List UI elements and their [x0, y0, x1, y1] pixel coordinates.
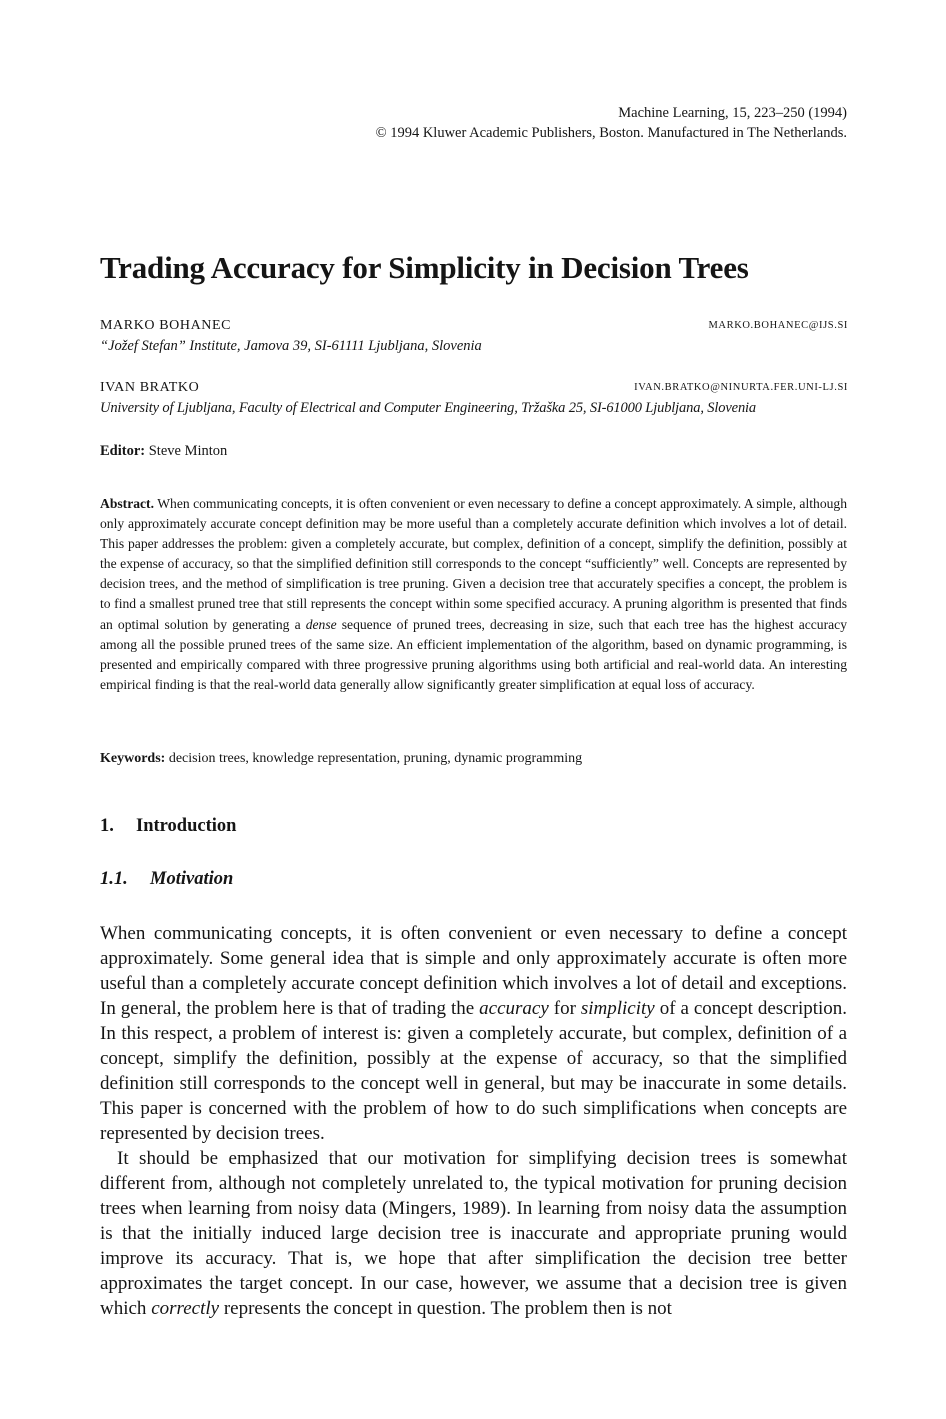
editor-label: Editor: [100, 443, 146, 459]
body-text [100, 921, 847, 1321]
subsection-title: Motivation [150, 869, 234, 889]
paragraph-text: for [553, 998, 576, 1019]
paragraph [100, 921, 847, 1146]
subsection-heading [100, 869, 233, 890]
section-title: Introduction [136, 816, 237, 836]
copyright-line: © 1994 Kluwer Academic Publishers, Boston. Manufactured in The Netherlands. [375, 125, 847, 141]
keywords-text: decision trees, knowledge representation, pruning, dynamic programming [168, 751, 583, 766]
author-affiliation: “Jožef Stefan” Institute, Jamova 39, SI-61111 Ljubljana, Slovenia [100, 338, 482, 354]
keywords-label: Keywords: [100, 751, 166, 766]
abstract-label: Abstract. [100, 496, 154, 511]
paragraph-text: It should be emphasized that our motivation for simplifying decision trees is somewhat different from, although not completely unrelated to, the typical motivation for pruning decision trees when learning from noisy data (Mingers, 1989). In learning from noisy data the assumption is that the initially induced large decision tree is inaccurate and appropriate pruning would improve its accuracy. That is, we hope that after simplification the decision tree better approximates the target concept. In our case, however, we assume that a decision tree is given which [100, 1148, 847, 1319]
author-email: MARKO.BOHANEC@IJS.SI [708, 320, 848, 331]
paper-title: Trading Accuracy for Simplicity in Decision Trees [100, 250, 749, 285]
abstract-text: When communicating concepts, it is often convenient or even necessary to define a concept approximately. A simple, although only approximately accurate concept definition may be more useful than a completely accurate definition which involves a lot of detail. This paper addresses the problem: given a completely accurate, but complex, definition of a concept, simplify the definition, possibly at the expense of accuracy, so that the simplified definition still corresponds to the concept “sufficiently” well. Concepts are represented by decision trees, and the method of simplification is tree pruning. Given a decision tree that accurately specifies a concept, the problem is to find a smallest pruned tree that still represents the concept within some specified accuracy. A pruning algorithm is presented that finds an optimal solution by generating a [100, 496, 848, 632]
abstract [100, 494, 847, 695]
author-email: IVAN.BRATKO@NINURTA.FER.UNI-LJ.SI [634, 382, 848, 393]
paragraph-text: represents the concept in question. The problem then is not [223, 1298, 672, 1319]
paragraph-emphasis: simplicity [580, 998, 655, 1019]
paragraph-text: When communicating concepts, it is often convenient or even necessary to define a concept approximately. Some general idea that is simple and only approximately accurate is often more useful than a completely accurate concept definition which involves a lot of detail and exceptions. In general, the problem here is that of trading the [100, 923, 847, 1019]
author-name: IVAN BRATKO [100, 380, 200, 395]
paragraph-emphasis: correctly [151, 1298, 220, 1319]
paragraph-emphasis: accuracy [479, 998, 549, 1019]
section-number: 1. [100, 816, 114, 836]
abstract-emphasis: dense [305, 616, 337, 632]
paragraph-text: of a concept description. In this respect, a problem of interest is: given a completely accurate, but complex, definition of a concept, simplify the definition, possibly at the expense of accuracy, so that the simplified definition still corresponds to the concept well in general, but may be inaccurate in some details. This paper is concerned with the problem of how to do such simplifications when concepts are represented by decision trees. [100, 998, 848, 1144]
subsection-number: 1.1. [100, 869, 128, 889]
paragraph [100, 1146, 847, 1321]
section-heading [100, 816, 236, 837]
journal-citation: Machine Learning, 15, 223–250 (1994) [618, 105, 847, 121]
abstract-text: sequence of pruned trees, decreasing in size, such that each tree has the highest accuracy among all the possible pruned trees of the same size. An efficient implementation of the algorithm, based on dynamic programming, is presented and empirically compared with three progressive pruning algorithms using both artificial and real-world data. An interesting empirical finding is that the real-world data generally allow significantly greater simplification at equal loss of accuracy. [100, 616, 847, 692]
author-affiliation: University of Ljubljana, Faculty of Electrical and Computer Engineering, Tržaška 25, SI-61000 Ljubljana, Slovenia [100, 400, 757, 416]
editor-name: Steve Minton [148, 443, 228, 459]
editor-line [100, 443, 227, 460]
keywords-line [100, 751, 582, 767]
author-name: MARKO BOHANEC [100, 318, 232, 333]
